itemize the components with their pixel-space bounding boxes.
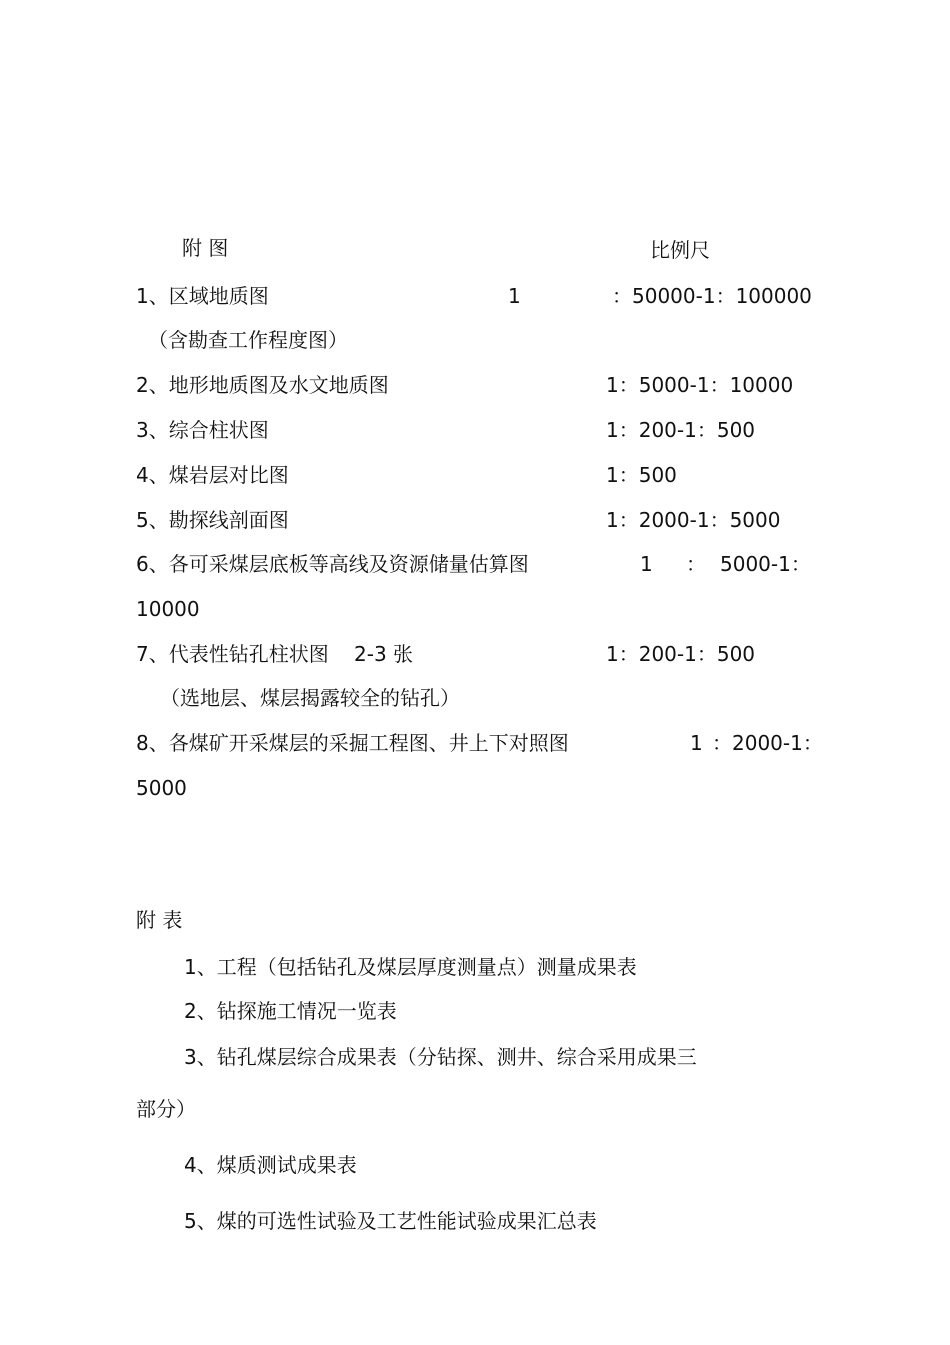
figure-scale-8-cont: 5000 bbox=[136, 776, 187, 800]
figure-item-7-extra: 2-3 张 bbox=[354, 642, 414, 666]
figure-item-8: 8、各煤矿开采煤层的采掘工程图、井上下对照图 bbox=[136, 731, 569, 755]
figure-scale-7: 1：200-1：500 bbox=[606, 642, 756, 666]
figure-scale-6c: 5000-1： bbox=[720, 552, 811, 576]
figure-item-2: 2、地形地质图及水文地质图 bbox=[136, 373, 389, 397]
scale-heading: 比例尺 bbox=[650, 238, 710, 262]
figure-scale-6b: ： bbox=[686, 552, 706, 576]
figure-item-7: 7、代表性钻孔柱状图 bbox=[136, 642, 329, 666]
figure-item-7-note: （选地层、煤层揭露较全的钻孔） bbox=[160, 686, 460, 710]
figure-scale-8b: ：2000-1： bbox=[712, 731, 823, 755]
table-item-4: 4、煤质测试成果表 bbox=[184, 1153, 357, 1177]
figure-scale-1b: ：50000-1：100000 bbox=[612, 284, 812, 308]
figure-scale-5: 1：2000-1：5000 bbox=[606, 508, 781, 532]
figure-item-4: 4、煤岩层对比图 bbox=[136, 463, 289, 487]
table-item-2: 2、钻探施工情况一览表 bbox=[184, 999, 397, 1023]
figure-item-3: 3、综合柱状图 bbox=[136, 418, 269, 442]
table-item-3: 3、钻孔煤层综合成果表（分钻探、测井、综合采用成果三 bbox=[184, 1045, 697, 1069]
table-item-3-cont: 部分） bbox=[136, 1097, 196, 1121]
figure-scale-1a: 1 bbox=[508, 284, 521, 308]
table-item-1: 1、工程（包括钻孔及煤层厚度测量点）测量成果表 bbox=[184, 955, 637, 979]
figure-scale-8a: 1 bbox=[690, 731, 703, 755]
figure-scale-2: 1：5000-1：10000 bbox=[606, 373, 794, 397]
figure-item-5: 5、勘探线剖面图 bbox=[136, 508, 289, 532]
figure-item-1: 1、区域地质图 bbox=[136, 284, 269, 308]
figure-scale-6a: 1 bbox=[640, 552, 653, 576]
table-item-5: 5、煤的可选性试验及工艺性能试验成果汇总表 bbox=[184, 1209, 597, 1233]
figure-scale-4: 1：500 bbox=[606, 463, 677, 487]
figure-item-6: 6、各可采煤层底板等高线及资源储量估算图 bbox=[136, 552, 529, 576]
figure-scale-6-cont: 10000 bbox=[136, 597, 200, 621]
figure-scale-3: 1：200-1：500 bbox=[606, 418, 756, 442]
figures-heading: 附 图 bbox=[182, 236, 229, 260]
figure-item-1-note: （含勘查工作程度图） bbox=[148, 328, 348, 352]
tables-heading: 附 表 bbox=[136, 908, 183, 932]
